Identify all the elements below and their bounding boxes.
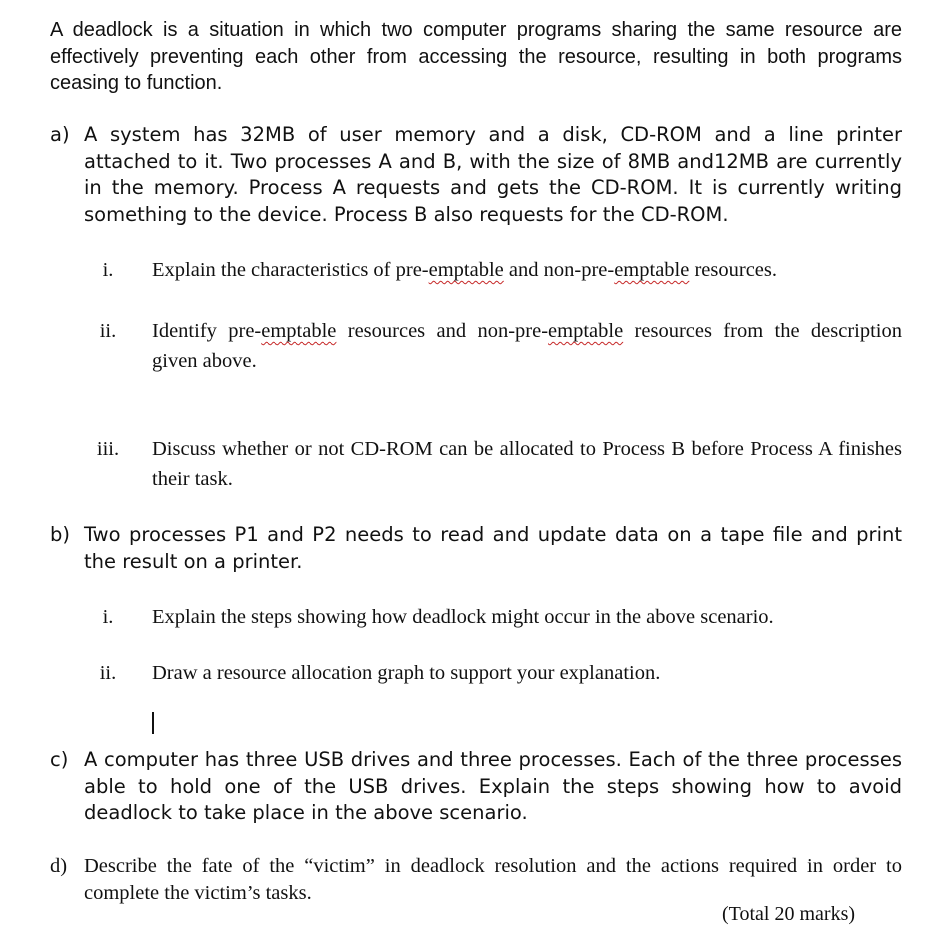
question-a-text: A system has 32MB of user memory and a disk, CD-ROM and a line printer attached to it. Two processes A and B, with the size of 8MB and12MB are currently in the memory. Process A requests and gets the CD-ROM. It is currently writing something to the device. Process B also requests for the CD-ROM. xyxy=(84,123,902,226)
sub-number: iii. xyxy=(96,438,120,460)
question-a-label: a) xyxy=(50,123,70,146)
spellcheck-word[interactable]: emptable xyxy=(428,259,504,281)
total-marks: (Total 20 marks) xyxy=(722,903,856,925)
question-b-text: Two processes P1 and P2 needs to read and update data on a tape file and print the result on a printer. xyxy=(84,523,902,573)
sub-number: ii. xyxy=(99,320,117,342)
sub-number: i. xyxy=(102,606,114,628)
question-d-text: Describe the fate of the “victim” in deadlock resolution and the actions required in order to complete the victim’s tasks. xyxy=(84,855,902,904)
sub-text: Explain the characteristics of pre-emptable and non-pre-emptable resources. xyxy=(152,259,777,281)
intro-paragraph: A deadlock is a situation in which two computer programs sharing the same resource are effectively preventing each other from accessing the resource, resulting in both programs ceasing to function. xyxy=(50,19,902,94)
question-d xyxy=(50,853,902,908)
question-c-text: A computer has three USB drives and three processes. Each of the three processes able to hold one of the USB drives. Explain the steps showing how to avoid deadlock to take place in the above scenario. xyxy=(84,748,902,824)
question-d-label: d) xyxy=(50,855,68,877)
spellcheck-word[interactable]: emptable xyxy=(548,320,624,342)
sub-text: Draw a resource allocation graph to support your explanation. xyxy=(152,662,661,684)
question-c-label: c) xyxy=(50,748,69,771)
question-b-label: b) xyxy=(50,523,70,546)
sub-text: Discuss whether or not CD-ROM can be allocated to Process B before Process A finishes their task. xyxy=(152,438,902,490)
spellcheck-word[interactable]: emptable xyxy=(614,259,690,281)
question-b xyxy=(50,522,902,577)
text-cursor xyxy=(152,712,154,734)
sub-number: ii. xyxy=(99,662,117,684)
question-c xyxy=(50,747,902,832)
sub-text: Explain the steps showing how deadlock might occur in the above scenario. xyxy=(152,606,774,628)
sub-text: Identify pre-emptable resources and non-pre-emptable resources from the description given above. xyxy=(152,320,902,372)
spellcheck-word[interactable]: emptable xyxy=(261,320,337,342)
sub-number: i. xyxy=(102,259,114,281)
question-a xyxy=(50,122,902,232)
